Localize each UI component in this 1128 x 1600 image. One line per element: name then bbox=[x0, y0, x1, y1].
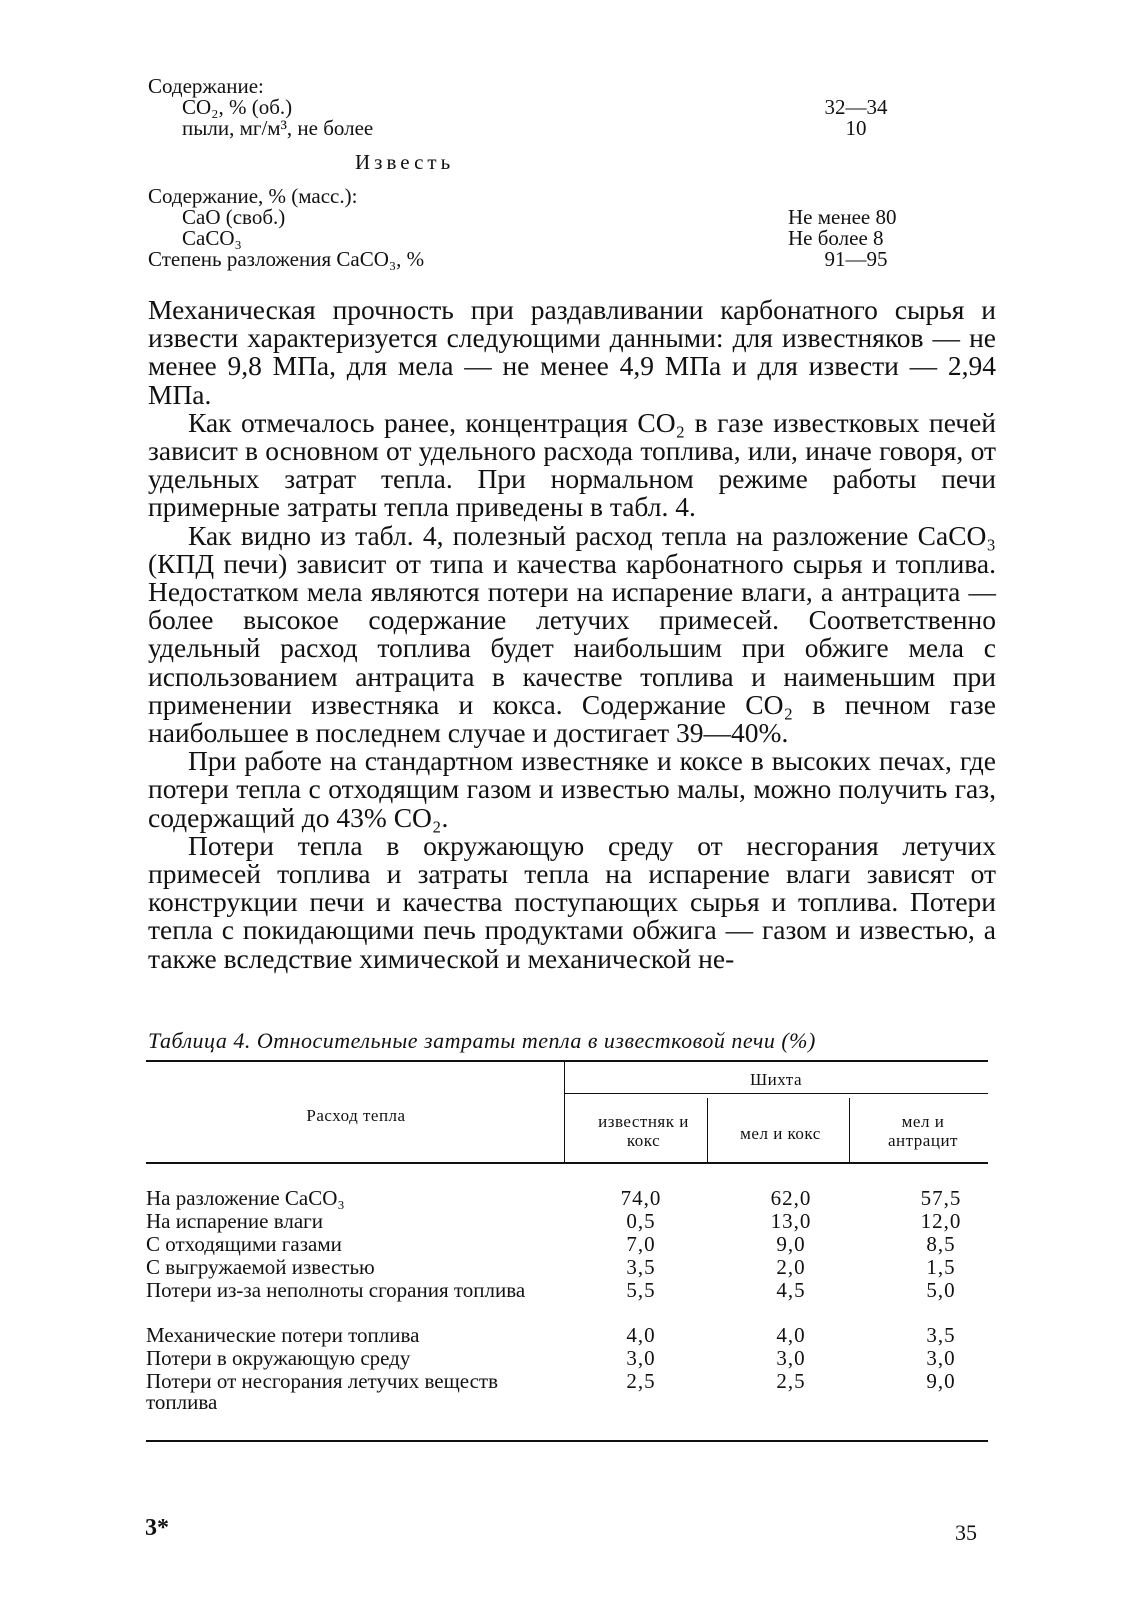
cell-value: 2,5 bbox=[626, 1369, 656, 1393]
spec-dust-value: 10 bbox=[845, 116, 867, 140]
spec-decomp-label: Степень разложения CaCO₃, % bbox=[148, 247, 425, 271]
column-header: мел и антрацит bbox=[888, 1112, 958, 1150]
spec-row bbox=[148, 207, 928, 228]
column-group-header: Шихта bbox=[749, 1070, 802, 1089]
page-number: 35 bbox=[955, 1520, 977, 1545]
spec-co2-label: CO₂, % (об.) bbox=[182, 95, 293, 119]
cell-value: 7,0 bbox=[626, 1232, 656, 1256]
cell-value: 62,0 bbox=[770, 1186, 812, 1210]
cell-value: 3,5 bbox=[626, 1255, 656, 1279]
cell-value: 9,0 bbox=[776, 1232, 806, 1256]
row-label: Потери из-за неполноты сгорания топлива bbox=[146, 1278, 526, 1302]
cell-value: 0,5 bbox=[626, 1209, 656, 1233]
paragraph: Как отмечалось ранее, концентрация CO₂ в газе известковых печей зависит в основном от удельного расхода топлива, или, иначе говоря, от удельных затрат тепла. При нормальном режиме работы печи примерные затраты тепла приведены в табл. 4. bbox=[148, 406, 996, 523]
cell-value: 4,5 bbox=[776, 1278, 806, 1302]
cell-value: 13,0 bbox=[770, 1209, 812, 1233]
spec-row bbox=[148, 249, 928, 270]
spec-dust-label: пыли, мг/м³, не более bbox=[182, 116, 374, 140]
body-text bbox=[148, 296, 996, 973]
spec-row bbox=[148, 76, 928, 97]
cell-value: 2,0 bbox=[776, 1255, 806, 1279]
row-label: С выгружаемой известью bbox=[146, 1255, 375, 1279]
cell-value: 3,0 bbox=[926, 1346, 956, 1370]
paragraph: При работе на стандартном известняке и коксе в высоких печах, где потери тепла с отходящим газом и известью малы, можно получить газ, содержащий до 43% CO₂. bbox=[148, 745, 996, 833]
subheader-divider bbox=[849, 1098, 850, 1162]
group-underline bbox=[565, 1093, 988, 1094]
paragraph: Потери тепла в окружающую среду от несгорания летучих примесей топлива и затраты тепла на испарение влаги зависят от конструкции печи и качества поступающих сырья и топлива. Потери тепла с покидающими печь продуктами обжига — газом и известью, а также вследствие химической и механической не- bbox=[148, 829, 996, 974]
cell-value: 74,0 bbox=[620, 1186, 662, 1210]
spec-gas-heading: Содержание: bbox=[148, 74, 264, 98]
cell-value: 8,5 bbox=[926, 1232, 956, 1256]
cell-value: 57,5 bbox=[920, 1186, 962, 1210]
cell-value: 5,5 bbox=[626, 1278, 656, 1302]
cell-value: 3,0 bbox=[626, 1346, 656, 1370]
spec-cao-label: CaO (своб.) bbox=[182, 205, 286, 229]
spec-caco3-value: Не более 8 bbox=[788, 226, 884, 250]
table-bottom-rule bbox=[146, 1440, 988, 1442]
header-bottom-rule bbox=[146, 1162, 988, 1164]
spec-lime-list bbox=[148, 186, 928, 270]
spec-row bbox=[148, 186, 928, 207]
table-vertical-divider bbox=[564, 1062, 565, 1162]
cell-value: 2,5 bbox=[776, 1369, 806, 1393]
column-header: мел и кокс bbox=[740, 1124, 821, 1143]
column-header-main: Расход тепла bbox=[306, 1106, 406, 1125]
cell-value: 5,0 bbox=[926, 1278, 956, 1302]
subheader-divider bbox=[707, 1098, 708, 1162]
row-label: С отходящими газами bbox=[146, 1232, 342, 1256]
cell-value: 4,0 bbox=[776, 1323, 806, 1347]
cell-value: 9,0 bbox=[926, 1369, 956, 1393]
column-header: известняк и кокс bbox=[598, 1112, 689, 1150]
spec-caco3-label: CaCO₃ bbox=[182, 226, 242, 250]
table-top-rule bbox=[146, 1060, 988, 1062]
spec-cao-value: Не менее 80 bbox=[788, 205, 897, 229]
spec-row bbox=[148, 97, 928, 118]
paragraph: Как видно из табл. 4, полезный расход тепла на разложение CaCO₃ (КПД печи) зависит от типа и качества карбонатного сырья и топлива. Недостатком мела являются потери на испарение влаги, а антрацита — более высокое содержание летучих примесей. Соответственно удельный расход топлива будет наибольшим при обжиге мела с использованием антрацита в качестве топлива и наименьшим при применении известняка и кокса. Содержание CO₂ в печном газе наибольшее в последнем случае и достигает 39—40%. bbox=[148, 519, 996, 749]
row-label: Механические потери топлива bbox=[146, 1323, 420, 1347]
cell-value: 3,0 bbox=[776, 1346, 806, 1370]
spec-lime-heading: Известь bbox=[355, 150, 455, 174]
row-label: На испарение влаги bbox=[146, 1209, 324, 1233]
spec-co2-value: 32—34 bbox=[824, 95, 888, 119]
paragraph: Механическая прочность при раздавливании карбонатного сырья и извести характеризуется следующими данными: для известняков — не менее 9,8 МПа, для мела — не менее 4,9 МПа и для извести — 2,94 МПа. bbox=[148, 294, 996, 410]
spec-list bbox=[148, 76, 928, 139]
cell-value: 3,5 bbox=[926, 1323, 956, 1347]
signature-mark: 3* bbox=[145, 1515, 169, 1541]
row-label: На разложение CaCO₃ bbox=[146, 1186, 345, 1210]
spec-row bbox=[148, 228, 928, 249]
cell-value: 4,0 bbox=[626, 1323, 656, 1347]
table-caption: Таблица 4. Относительные затраты тепла в известковой печи (%) bbox=[148, 1028, 816, 1053]
spec-decomp-value: 91—95 bbox=[824, 247, 888, 271]
spec-content-label: Содержание, % (масс.): bbox=[148, 184, 358, 208]
row-label: Потери в окружающую среду bbox=[146, 1346, 411, 1370]
cell-value: 12,0 bbox=[920, 1209, 962, 1233]
row-label: Потери от несгорания летучих веществ топлива bbox=[146, 1369, 499, 1414]
cell-value: 1,5 bbox=[926, 1255, 956, 1279]
spec-row bbox=[148, 118, 928, 139]
